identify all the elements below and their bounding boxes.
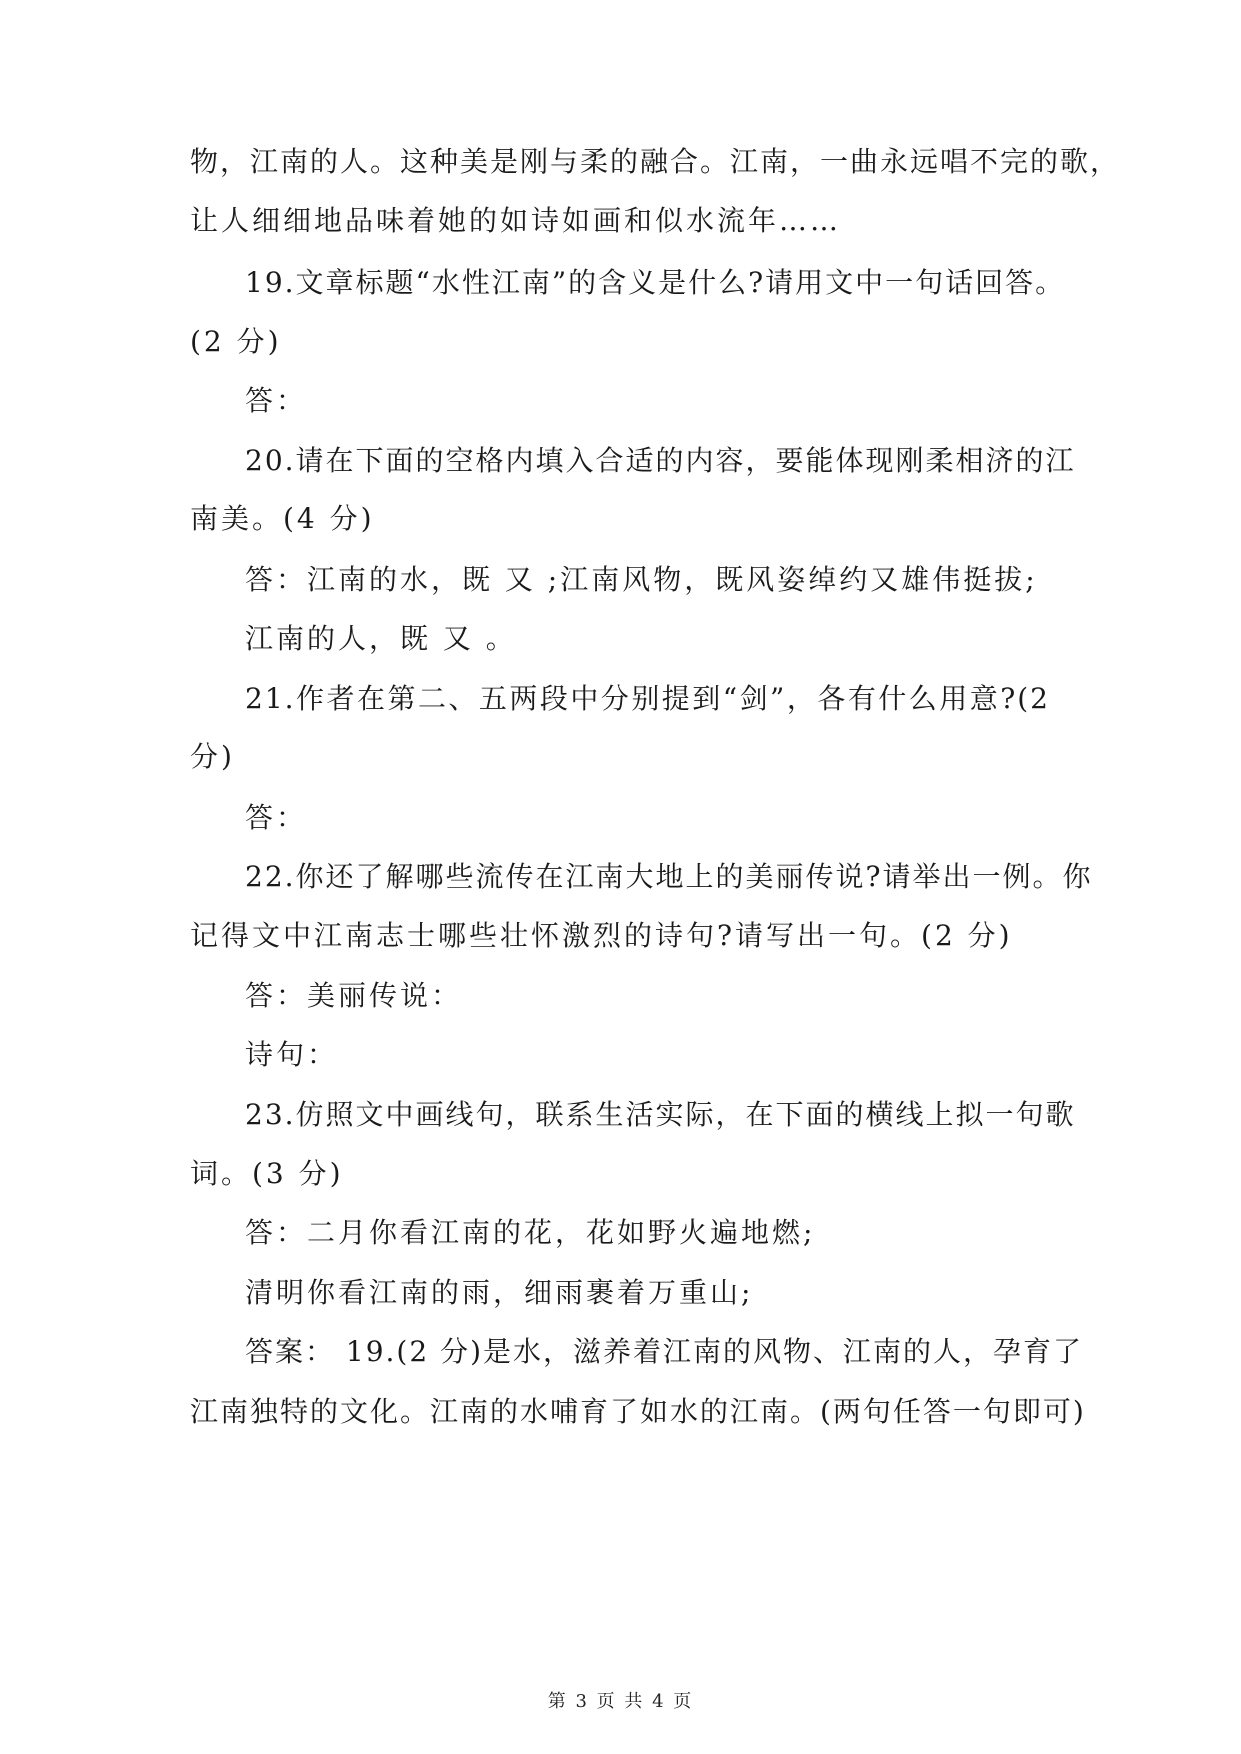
answer-label: 答： xyxy=(245,384,308,417)
question-21: 21.作者在第二、五两段中分别提到“剑”，各有什么用意?(2 xyxy=(245,682,1050,715)
answer-line: 诗句： xyxy=(245,1038,339,1071)
page-footer: 第 3 页 共 4 页 xyxy=(547,1691,694,1712)
answer-line: 答：美丽传说： xyxy=(245,979,463,1012)
answer-label: 答： xyxy=(245,801,308,834)
question-22: 22.你还了解哪些流传在江南大地上的美丽传说?请举出一例。你 xyxy=(245,860,1093,893)
answer-key-line: 答案： 19.(2 分)是水，滋养着江南的风物、江南的人，孕育了 xyxy=(245,1335,1083,1368)
answer-line: 答：二月你看江南的花，花如野火遍地燃; xyxy=(245,1216,816,1249)
question-21-score: 分) xyxy=(190,740,235,773)
answer-line: 答：江南的水，既 又 ;江南风物，既风姿绰约又雄伟挺拔; xyxy=(245,563,1038,596)
answer-key-line: 江南独特的文化。江南的水哺育了如水的江南。(两句任答一句即可) xyxy=(190,1395,1086,1428)
question-19-score: (2 分) xyxy=(190,325,282,358)
paragraph-line: 让人细细地品味着她的如诗如画和似水流年…… xyxy=(190,204,842,237)
question-19: 19.文章标题“水性江南”的含义是什么?请用文中一句话回答。 xyxy=(245,266,1066,299)
question-23-score: 词。(3 分) xyxy=(190,1157,344,1190)
answer-line: 江南的人，既 又 。 xyxy=(245,622,517,655)
question-20: 20.请在下面的空格内填入合适的内容，要能体现刚柔相济的江 xyxy=(245,444,1076,477)
question-22-line: 记得文中江南志士哪些壮怀激烈的诗句?请写出一句。(2 分) xyxy=(190,919,1013,952)
question-20-score: 南美。(4 分) xyxy=(190,502,375,535)
paragraph-line: 物，江南的人。这种美是刚与柔的融合。江南，一曲永远唱不完的歌， xyxy=(190,145,1121,178)
question-23: 23.仿照文中画线句，联系生活实际，在下面的横线上拟一句歌 xyxy=(245,1098,1076,1131)
answer-line: 清明你看江南的雨，细雨裹着万重山; xyxy=(245,1276,754,1309)
